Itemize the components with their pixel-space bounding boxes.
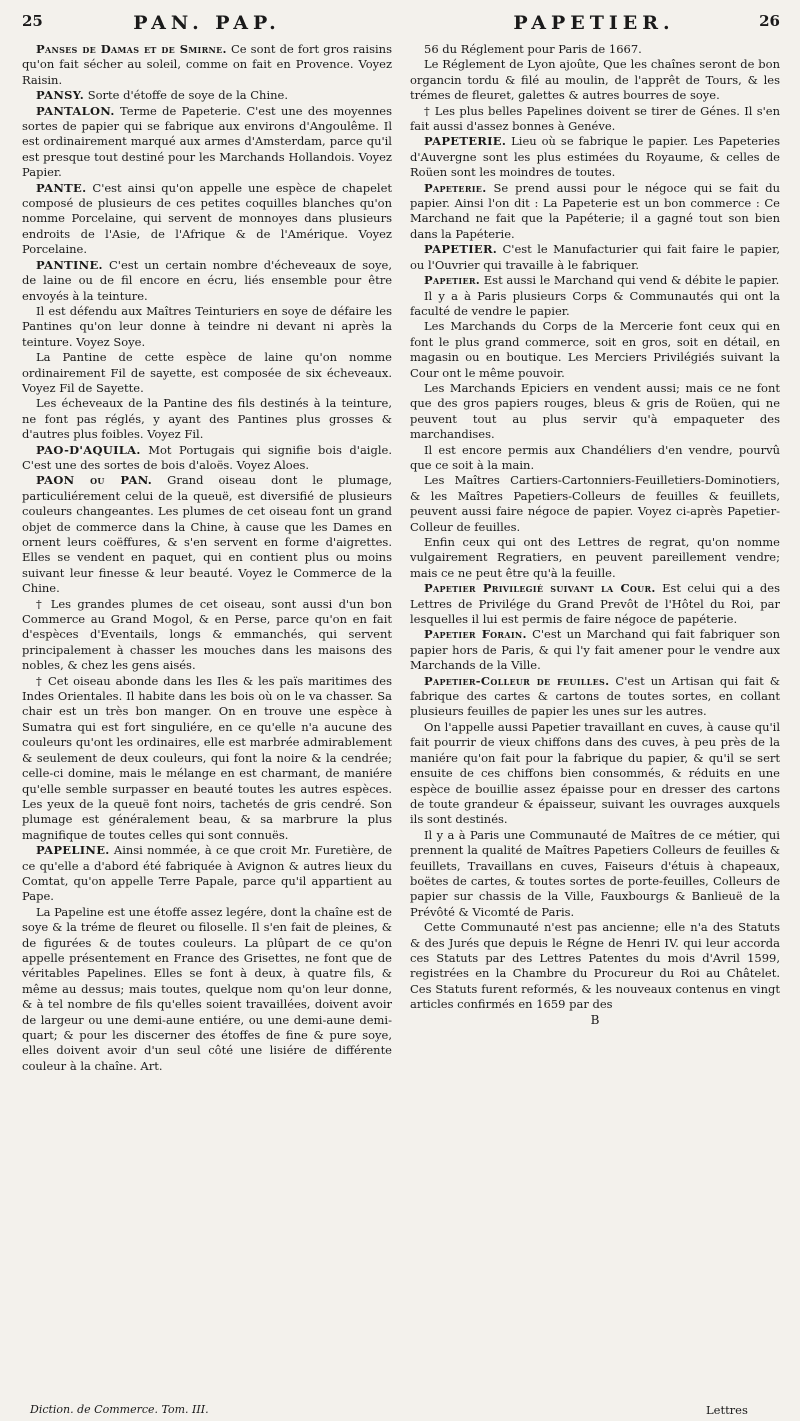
entry-headword: PANTALON. [36, 103, 115, 118]
entry-text: C'est le Manufacturier qui fait faire le papier, ou l'Ouvrier qui travaille à le fabriquer. [410, 242, 780, 272]
entry-text: † Les plus belles Papelines doivent se tirer de Génes. Il s'en fait aussi d'assez bonnes à Genéve. [410, 103, 780, 134]
dictionary-entry [22, 843, 392, 905]
dictionary-entry [410, 181, 780, 243]
entry-headword: PAON ou PAN. [36, 473, 153, 488]
dictionary-entry [22, 304, 392, 350]
left-column [22, 42, 392, 1074]
catchword: Lettres [706, 1403, 748, 1417]
dictionary-entry [410, 581, 780, 627]
entry-headword: PAPELINE. [36, 843, 110, 858]
entry-text: Il est encore permis aux Chandéliers d'en vendre, pourvû que ce soit à la main. [410, 442, 780, 472]
entry-headword: PAPETERIE. [424, 134, 507, 149]
entry-text: C'est un certain nombre d'écheveaux de soye, de laine ou de fil encore en écru, liés ensemble pour être envoyés à la teinture. [22, 257, 392, 303]
dictionary-entry [410, 42, 780, 57]
entry-text: Est aussi le Marchand qui vend & débite le papier. [480, 273, 780, 288]
entry-headword: Papetier-Colleur de feuilles. [424, 673, 610, 688]
right-column [410, 42, 780, 1028]
entry-text: Mot Portugais qui signifie bois d'aigle. C'est une des sortes de bois d'aloës. Voyez Aloes. [22, 442, 392, 472]
entry-text: C'est un Artisan qui fait & fabrique des cartes & cartons de toutes sortes, en collant plusieurs feuilles de papier les unes sur les autres. [410, 673, 780, 719]
entry-text: 56 du Réglement pour Paris de 1667. [424, 42, 642, 56]
entry-text: Se prend aussi pour le négoce qui se fait du papier. Ainsi l'on dit : La Papeterie est un bon commerce : Ce Marchand ne fait que la Papéterie; il a gagné tout son bien dans la Papéterie. [410, 180, 780, 241]
entry-text: C'est un Marchand qui fait fabriquer son papier hors de Paris, & qui l'y fait amener pour le vendre aux Marchands de la Ville. [410, 627, 780, 673]
dictionary-entry [410, 674, 780, 720]
dictionary-entry [410, 627, 780, 673]
entry-text: Les Marchands du Corps de la Mercerie font ceux qui en font le plus grand commerce, soit en gros, soit en détail, en magasin ou en boutique. Les Merciers Privilégiés suivant la Cour ont le même pouvoir. [410, 319, 780, 380]
entry-headword: PANTE. [36, 180, 87, 195]
entry-text: Grand oiseau dont le plumage, particuliérement celui de la queuë, est diversifié de plusieurs couleurs changeantes. Les plumes de cet oiseau font un grand objet de commerce dans la Chine, à cause que les Dames en ornent leurs coëffures, & s'en servent en forme d'aigrettes. Elles se vendent en paquet, qui en contient plus ou moins suivant leur finesse & leur beauté. Voyez le Commerce de la Chine. [22, 473, 392, 596]
footer-reference: Diction. de Commerce. Tom. III. [30, 1403, 209, 1416]
entry-text: On l'appelle aussi Papetier travaillant en cuves, à cause qu'il fait pourrir de vieux chiffons dans des cuves, à peu près de la maniére qu'on fait pour la fabrique du papier, & qu'il se sert ensuite de ces chiffons bien consommés, & réduits en une espèce de bouillie assez épaisse pour en dresser des cartons de toute grandeur & épaisseur, suivant les ouvrages auxquels ils sont destinés. [410, 719, 780, 827]
entry-text: La Papeline est une étoffe assez legére, dont la chaîne est de soye & la tréme de fleuret ou filoselle. Il s'en fait de pleines, & de figurées & de toutes couleurs. La plûpart de ce qu'on appelle présentement en France des Grisettes, ne font que de véritables Papelines. Elles se font à deux, à quatre fils, & même au dessus; mais toutes, quelque nom qu'on leur donne, & à tel nombre de fils qu'elles soient travaillées, doivent avoir de largeur ou une demi-aune entiére, ou une demi-aune demi-quart; & pour les discerner des étoffes de fine & pure soye, elles doivent avoir d'un seul côté une lisiére de différente couleur à la chaîne. Art. [22, 904, 392, 1073]
entry-text: Il est défendu aux Maîtres Teinturiers en soye de défaire les Pantines qu'on leur donne à teindre ni devant ni après la teinture. Voyez Soye. [22, 303, 392, 349]
running-title-right: PAPETIER. [513, 12, 675, 34]
dictionary-entry [22, 443, 392, 474]
entry-text: Terme de Papeterie. C'est une des moyennes sortes de papier qui se fabrique aux environs d'Angoulême. Il est ordinairement marqué aux armes d'Amsterdam, parce qu'il est presque tout destiné pour les Marchands Hollandois. Voyez Papier. [22, 103, 392, 180]
page-number-right: 26 [759, 12, 780, 30]
entry-headword: PAO-D'AQUILA. [36, 442, 141, 457]
signature-mark: B [590, 1012, 600, 1027]
entry-headword: Papetier Forain. [424, 627, 527, 642]
entry-text: Les Marchands Epiciers en vendent aussi; mais ce ne font que des gros papiers rouges, bleus & gris de Roüen, qui ne peuvent tout au plus servir qu'à empaqueter des marchandises. [410, 380, 780, 442]
entry-text: Ainsi nommée, à ce que croit Mr. Furetière, de ce qu'elle a d'abord été fabriquée à Avignon & autres lieux du Comtat, qu'on appelle Terre Papale, parce qu'il appartient au Pape. [22, 843, 392, 904]
page-number-left: 25 [22, 12, 43, 30]
entry-text: † Cet oiseau abonde dans les Iles & les païs maritimes des Indes Orientales. Il habite dans les bois où on le va chasser. Sa chair est un très bon manger. On en trouve une espèce à Sumatra qui est fort singuliére, en ce qu'elle n'a aucune des couleurs qu'ont les ordinaires, elle est marbrée admirablement & seulement de deux couleurs, qui font la noire & la cendrée; celle-ci domine, mais le mélange en est charmant, de maniére qu'elle semble surpasser en beauté toutes les autres espèces. Les yeux de la queuë font noirs, tachetés de gris cendré. Son plumage est généralement beau, & sa marbrure la plus magnifique de toutes celles qui sont connuës. [22, 673, 392, 842]
dictionary-entry [22, 396, 392, 442]
entry-text: Ce sont de fort gros raisins qu'on fait sécher au soleil, comme on fait en Provence. Voyez Raisin. [22, 42, 392, 87]
dictionary-entry [22, 905, 392, 1074]
entry-text: Les écheveaux de la Pantine des fils destinés à la teinture, ne font pas réglés, y ayant des Pantines plus grosses & d'autres plus foibles. Voyez Fil. [22, 396, 392, 442]
dictionary-entry [410, 381, 780, 443]
running-title-left: PAN. PAP. [133, 12, 281, 34]
dictionary-entry [410, 273, 780, 288]
entry-headword: PANSY. [36, 88, 85, 103]
entry-text: Enfin ceux qui ont des Lettres de regrat, qu'on nomme vulgairement Regratiers, en peuvent pareillement vendre; mais ce ne peut être qu'à la feuille. [410, 535, 780, 580]
entry-headword: PANTINE. [36, 257, 103, 272]
entry-text: C'est ainsi qu'on appelle une espèce de chapelet composé de plusieurs de ces petites coquilles blanches qu'on nomme Porcelaine, qui servent de monnoyes dans plusieurs endroits de l'Asie, de l'Afrique & de l'Amérique. Voyez Porcelaine. [22, 180, 392, 257]
dictionary-entry [22, 258, 392, 304]
dictionary-entry [22, 350, 392, 396]
header-right [408, 12, 780, 38]
entry-headword: Papeterie. [424, 180, 487, 195]
entry-headword: PAPETIER. [424, 242, 498, 257]
entry-headword: Papetier. [424, 273, 481, 288]
header-left [22, 12, 392, 38]
entry-headword: Papetier Privilegié suivant la Cour. [424, 581, 656, 596]
dictionary-entry [22, 181, 392, 258]
dictionary-entry [22, 473, 392, 596]
dictionary-entry [410, 920, 780, 1012]
entry-text: Les Maîtres Cartiers-Cartonniers-Feuilletiers-Dominotiers, & les Maîtres Papetiers-Colleurs de feuilles & feuillets, peuvent aussi faire négoce de papier. Voyez ci-après Papetier-Colleur de feuilles. [410, 473, 780, 534]
dictionary-entry [22, 104, 392, 181]
dictionary-entry [410, 134, 780, 180]
dictionary-entry [410, 289, 780, 320]
entry-text: Il y a à Paris plusieurs Corps & Communautés qui ont la faculté de vendre le papier. [410, 288, 780, 318]
dictionary-entry [410, 443, 780, 474]
entry-text: La Pantine de cette espèce de laine qu'on nomme ordinairement Fil de sayette, est composée de six écheveaux. Voyez Fil de Sayette. [22, 350, 392, 395]
dictionary-entry [410, 242, 780, 273]
dictionary-entry [22, 88, 392, 103]
dictionary-entry [410, 828, 780, 920]
entry-text: Il y a à Paris une Communauté de Maîtres de ce métier, qui prennent la qualité de Maîtres Papetiers Colleurs de feuilles & feuillets, Travaillans en cuves, Faiseurs d'étuis à chapeaux, boëtes de cartes, & toutes sortes de porte-feuilles, Colleurs de papier sur chassis de la Ville, Fauxbourgs & Banlieuë de la Prévôté & Vicomté de Paris. [410, 827, 780, 919]
entry-text: Est celui qui a des Lettres de Privilége du Grand Prevôt de l'Hôtel du Roi, par lesquelles il lui est permis de faire négoce de papéterie. [410, 581, 781, 627]
dictionary-entry [410, 720, 780, 828]
entry-text: Cette Communauté n'est pas ancienne; elle n'a des Statuts & des Jurés que depuis le Régne de Henri IV. qui leur accorda ces Statuts par des Lettres Patentes du mois d'Avril 1599, registrées en la Chambre du Procureur du Roi au Châtelet. Ces Statuts furent reformés, & les nouveaux contenus en vingt articles confirmés en 1659 par des [410, 920, 780, 1012]
dictionary-entry [410, 535, 780, 581]
dictionary-entry [22, 674, 392, 843]
entry-headword: Panses de Damas et de Smirne. [36, 42, 227, 56]
entry-text: † Les grandes plumes de cet oiseau, sont aussi d'un bon Commerce au Grand Mogol, & en Perse, parce qu'on en fait d'espèces d'Eventails, longs & emmanchés, qui servent principalement à chasser les mouches dans les maisons des nobles, & chez les gens aisés. [22, 596, 392, 673]
dictionary-entry [410, 319, 780, 381]
dictionary-entry [410, 57, 780, 103]
entry-text: Sorte d'étoffe de soye de la Chine. [84, 88, 289, 103]
dictionary-entry [410, 104, 780, 135]
entry-text: Le Réglement de Lyon ajoûte, Que les chaînes seront de bon organcin tordu & filé au moulin, de l'apprêt de Tours, & les trémes de fleuret, galettes & autres bourres de soye. [410, 57, 780, 103]
dictionary-entry [22, 42, 392, 88]
dictionary-entry [410, 473, 780, 535]
entry-text: Lieu où se fabrique le papier. Les Papeteries d'Auvergne sont les plus estimées du Royaume, & celles de Roüen sont les moindres de toutes. [410, 134, 780, 180]
dictionary-entry [22, 597, 392, 674]
